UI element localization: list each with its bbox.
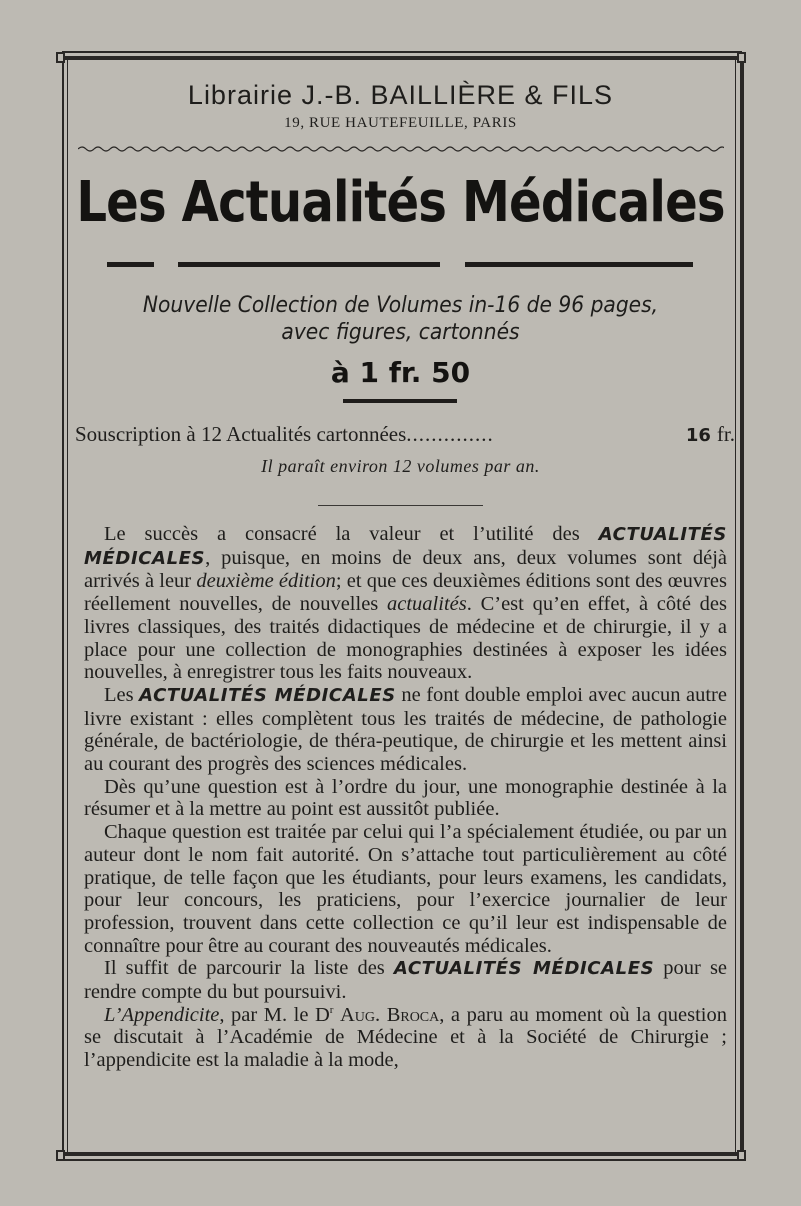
paragraph-2 <box>84 684 727 776</box>
frame-bottom-rule-inner <box>62 1159 742 1161</box>
book-title: L’Appendicite <box>104 1003 220 1026</box>
subscription-label: Souscription à 12 Actualités cartonnées <box>75 422 407 446</box>
publication-frequency: Il paraît environ 12 volumes par an. <box>261 456 540 476</box>
section-divider <box>318 505 483 506</box>
frame-corner-ornament <box>737 1150 746 1161</box>
author-name: Aug. Broca <box>340 1003 440 1026</box>
frame-top-rule <box>62 51 742 53</box>
brand-name: ACTUALITÉS MÉDICALES <box>139 684 396 706</box>
emphasis: actualités <box>387 593 467 616</box>
text: Le succès a consacré la valeur et l’utilité des <box>104 523 580 545</box>
title-underline-left <box>107 262 154 267</box>
body-text <box>84 523 727 1072</box>
text: , puisque, en moins de deux ans, deux volumes sont déjà arrivés à leur <box>84 546 727 593</box>
subscription-leader-dots: .............. <box>406 422 494 446</box>
brand-name: ACTUALITÉS MÉDICALES <box>393 958 655 980</box>
superscript: r <box>329 1003 334 1016</box>
paragraph-6 <box>84 1004 727 1072</box>
paragraph-4: Chaque question est traitée par celui qui l’a spécialement étudiée, ou par un auteur dont le nom fait autorité. On s’attache tout particulièrement au côté pratique, de telle façon que les étudiants, pour leurs examens, les candidats, pour leur concours, les praticiens, pour l’exercice journalier de leur profession, trouvent dans cette collection ce qu’il leur est indispensable de connaître pour être au courant des nouveautés médicales. <box>84 821 727 957</box>
subtitle-line-2: avec figures, cartonnés <box>281 320 520 345</box>
text: , a paru au moment où la question se discutait à l’Académie de Médecine et à la Société de Chirurgie ; l’appendicite est la maladie à la mode, <box>84 1003 727 1072</box>
wavy-divider <box>78 145 724 153</box>
text: pour se rendre compte du but poursuivi. <box>84 957 728 1004</box>
title-underline-center <box>178 262 440 267</box>
publisher-name: Librairie J.-B. BAILLIÈRE & FILS <box>187 80 614 110</box>
emphasis: deuxième édition <box>196 570 336 593</box>
text: Les <box>104 683 134 706</box>
price: à 1 fr. 50 <box>330 356 471 389</box>
paragraph-5 <box>84 957 727 1003</box>
subtitle-line-1: Nouvelle Collection de Volumes in-16 de 96 pages, <box>142 293 659 318</box>
subscription-unit: fr. <box>716 422 735 446</box>
subscription-amount: 16 <box>685 425 711 446</box>
price-underline <box>343 399 457 403</box>
frame-corner-ornament <box>56 52 65 63</box>
text: ne font double emploi avec aucun autre livre existant : elles complètent tous les traités de médecine, de pathologie générale, de bactériologie, de théra-peutique, de chirurgie et les mettent ainsi au courant des progrès des sciences médicales. <box>84 683 727 776</box>
collection-title: Les Actualités Médicales <box>76 170 725 235</box>
frame-corner-ornament <box>737 52 746 63</box>
publisher-address: 19, RUE HAUTEFEUILLE, PARIS <box>284 115 517 131</box>
text: ; et que ces deuxièmes éditions sont des œuvres réellement nouvelles, de nouvelles <box>84 570 727 616</box>
subscription-line <box>75 422 735 447</box>
text: . C’est qu’en effet, à côté des livres classiques, des traités didactiques de médecine et de chirurgie, il y a place pour une collection de monographies destinées à exposer les idées nouvelles, à enregistrer tous les faits nouveaux. <box>84 593 727 684</box>
paragraph-1 <box>84 523 727 684</box>
paragraph-3: Dès qu’une question est à l’ordre du jour, une monographie destinée à la résumer et à la mettre au point est aussitôt publiée. <box>84 775 727 821</box>
text: Il suffit de parcourir la liste des <box>104 957 385 980</box>
brand-name: ACTUALITÉS MÉDICALES <box>84 524 727 569</box>
frame-top-rule-inner <box>62 56 742 60</box>
text: , par M. le D <box>219 1003 330 1026</box>
frame-corner-ornament <box>56 1150 65 1161</box>
title-underline-right <box>465 262 693 267</box>
frame-bottom-rule <box>62 1152 742 1156</box>
